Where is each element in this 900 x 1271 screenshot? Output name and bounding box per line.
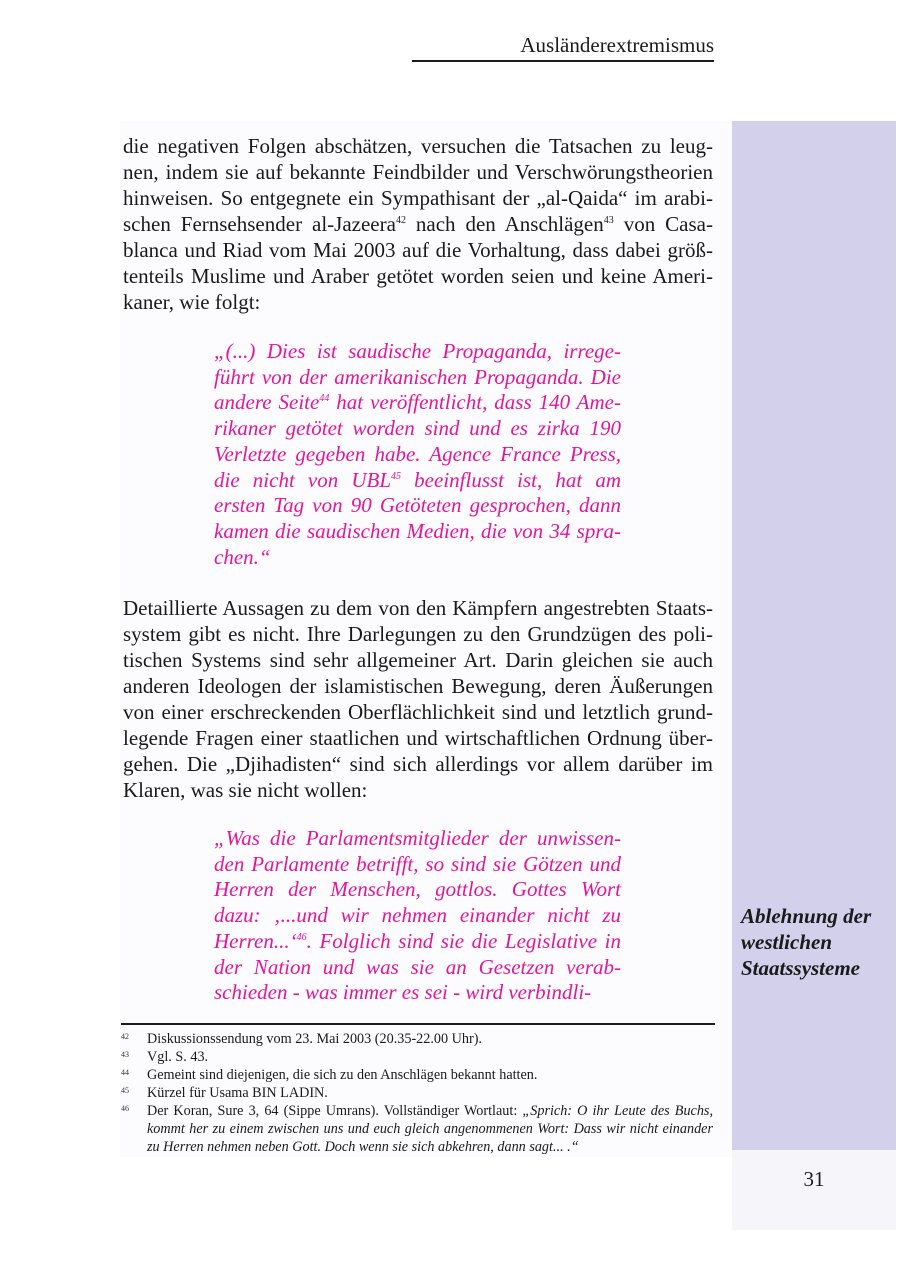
footnote-42 (121, 1030, 713, 1048)
page-number: 31 (803, 1167, 825, 1191)
footnote-ref-43[interactable]: 43 (603, 215, 614, 226)
footnote-body: Der Koran, Sure 3, 64 (Sippe Umrans). Vollständiger Wortlaut: (147, 1103, 523, 1119)
footnote-number: 46 (121, 1104, 129, 1113)
running-header: Ausländerextremismus (412, 32, 714, 62)
footnote-ref-42[interactable]: 42 (395, 215, 406, 226)
footnote-divider (121, 1023, 715, 1025)
footnote-text (147, 1102, 713, 1156)
quote-text: beeinflusst ist, hat am ersten Tag von 90 Getöteten gesprochen, dann kamen die saudischen Medien, die von 34 sprachen.“ (214, 467, 621, 569)
footnote-ref-45[interactable]: 45 (391, 470, 402, 482)
footnote-45 (121, 1084, 713, 1102)
quote-text: „Was die Parlamentsmitglieder der unwissenden Parlamente betrifft, so sind sie Götzen und Herren der Menschen, gottlos. Gottes Wort dazu: ‚...und wir nehmen einander nicht zu Herren...‘ (214, 826, 621, 953)
block-quote-1 (214, 339, 621, 570)
margin-note: Ablehnung der westlichen Staatssysteme (741, 904, 872, 980)
footnote-43 (121, 1048, 713, 1066)
margin-sidebar (732, 121, 896, 1150)
body-paragraph-1 (123, 133, 713, 315)
quote-text: hat veröffentlicht, dass 140 Amerikaner getötet worden sind und es zirka 190 Verletzte gegeben habe. Agence France Press, die nicht von UBL (214, 390, 621, 492)
footnote-number: 43 (121, 1050, 129, 1059)
footnote-text: Vgl. S. 43. (147, 1049, 209, 1065)
paragraph-text: nach den Anschlägen (405, 212, 604, 236)
paragraph-text: von Casablanca und Riad vom Mai 2003 auf die Vorhaltung, dass dabei größtenteils Muslime und Araber getötet worden seien und keine Amerikaner, wie folgt: (123, 212, 713, 314)
footnote-number: 44 (121, 1068, 129, 1077)
footnote-ref-44[interactable]: 44 (319, 393, 330, 405)
body-paragraph-2: Detaillierte Aussagen zu dem von den Kämpfern angestrebten Staatssystem gibt es nicht. Ihre Darlegungen zu den Grundzügen des politischen Systems sind sehr allgemeiner Art. Darin gleichen sie auch anderen Ideologen der islamistischen Bewegung, deren Äußerungen von einer erschreckenden Oberflächlichkeit sind und letztlich grundlegende Fragen einer staatlichen und wirtschaftlichen Ordnung übergehen. Die „Djihadisten“ sind sich allerdings vor allem darüber im Klaren, was sie nicht wollen: (123, 596, 713, 802)
quote-text: „(...) Dies ist saudische Propaganda, irregeführt von der amerikanischen Propaganda. Die andere Seite (214, 339, 621, 415)
quote-text: . Folglich sind sie die Legislative in der Nation und was sie an Gesetzen verabschieden - was immer es sei - wird verbindli- (214, 928, 621, 1005)
footnote-44 (121, 1066, 713, 1084)
footnote-quote: „Sprich: O ihr Leute des Buchs, kommt her zu einem zwischen uns und euch gleich angenommenen Wort: Dass wir nicht einander zu Herren nehmen neben Gott. Doch wenn sie sich abkehren, dann sagt... .“ (147, 1103, 713, 1155)
footnote-number: 45 (121, 1086, 129, 1095)
footnote-ref-46[interactable]: 46 (296, 931, 307, 943)
paragraph-text: die negativen Folgen abschätzen, versuchen die Tatsachen zu leugnen, indem sie auf bekannte Feindbilder und Verschwörungstheorien hinweisen. So entgegnete ein Sympathisant der „al-Qaida“ im arabischen Fernsehsender al-Jazeera (123, 134, 713, 236)
block-quote-2 (214, 826, 621, 1006)
footnote-number: 42 (121, 1032, 129, 1041)
footnotes (121, 1030, 713, 1156)
footnote-text: Kürzel für Usama BIN LADIN. (147, 1085, 328, 1101)
footnote-text: Gemeint sind diejenigen, die sich zu den Anschlägen bekannt hatten. (147, 1067, 538, 1083)
footnote-46 (121, 1102, 713, 1156)
footnote-text: Diskussionssendung vom 23. Mai 2003 (20.35-22.00 Uhr). (147, 1031, 482, 1047)
